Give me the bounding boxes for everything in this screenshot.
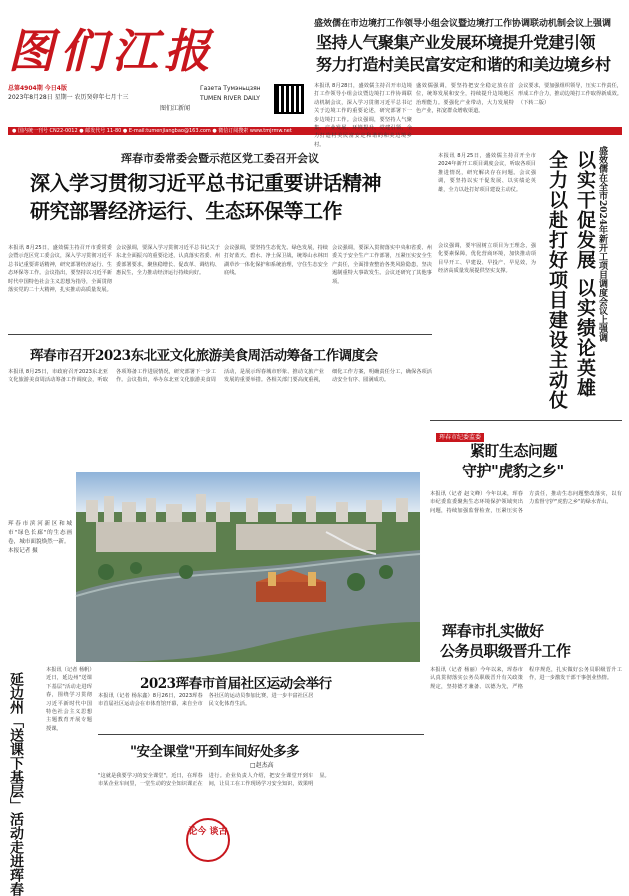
sports-headline: 2023珲春市首届社区运动会举行 xyxy=(140,676,332,692)
discipline-headline-1: 紧盯生态问题 xyxy=(470,442,558,460)
top-lead-headline-1: 坚持人气聚集产业发展环境提升党建引领 xyxy=(316,33,596,52)
civil-servant-headline-2: 公务员职级晋升工作 xyxy=(440,642,571,660)
divider xyxy=(8,334,432,335)
study-kicker: 珲春市委常委会暨示范区党工委召开会议 xyxy=(121,152,319,165)
city-aerial-photo-image xyxy=(76,472,420,662)
mongol-name: Газета Тумэньцзян xyxy=(200,85,261,92)
discipline-body: 本报讯（记者 赵文峰）今年以来，珲春市纪委监委聚焦生态环境保护领域突出问题，持续加强监督检查，压紧压实各方责任，推动生态问题整改落实，以有力监督守护"虎豹之乡"的绿水青山。 xyxy=(430,491,622,514)
safety-body: "这就是我要学习的安全课堂"，近日，在珲春市某企业车间里，一堂生动的安全知识课正在进行。企业负责人介绍，把安全课堂开到车间，让员工在工作现场学习安全知识，效果明显。 xyxy=(98,773,330,788)
top-lead-body-col1: 本报讯 8月28日，盛效儒主持召开市边境打工作领导小组会议暨边境打工作协调联动机制会议，深入学习贯彻习近平总书记关于边境工作的重要论述，研究部署下一步边境打工作。会议强调，要坚持人气聚集、产业发展、环境提升、党建引领，全力打造村美民富安定和谐的和美边境乡村。 xyxy=(314,83,412,148)
study-headline-1: 深入学习贯彻习近平总书记重要讲话精神 xyxy=(30,171,381,195)
divider xyxy=(430,420,622,421)
project-body-2: 会议强调，要牢固树立项目为王理念，强化要素保障，优化营商环境，加快推动项目早开工、早建设、早投产、早见效，为经济高质量发展提供坚实支撑。 xyxy=(438,243,536,275)
culture-meeting-body: 本报讯 8月25日，市政府召开2023东北亚文化旅游美食周活动筹备工作调度会，听取各项筹备工作进展情况，研究部署下一步工作。会议指出，举办东北亚文化旅游美食周活动，是展示珲春城市形象、推动文旅产业发展的重要举措。各相关部门要高度重视，细化工作方案，明确责任分工，确保各项活动安全有序、圆满成功。 xyxy=(8,369,432,384)
city-aerial-photo xyxy=(76,472,420,662)
safety-byline: □赵杰高 xyxy=(250,762,274,769)
safety-headline: "安全课堂"开到车间好处多多 xyxy=(130,744,300,760)
photo-caption xyxy=(8,520,72,610)
study-body-col2: 会议强调，要深入学习贯彻习近平总书记关于东北全面振兴的重要论述，认真落实省委、州委部署要求，聚焦稳增长、促改革、调结构、惠民生，全力推动经济运行持续向好。 xyxy=(116,245,220,277)
top-lead-body-col2: 盛效儒强调，要坚持把安全稳定放在首位，统筹发展和安全，持续提升边境地区治理能力。要强化产业带动，大力发展特色产业，拓宽群众增收渠道。 xyxy=(416,83,514,115)
study-body-col4: 会议强调，要深入贯彻落实中央和省委、州委关于安全生产工作部署，压紧压实安全生产责任，全面排查整治各类风险隐患，坚决遏制重特大事故发生。会议还研究了其他事项。 xyxy=(332,245,432,285)
project-kicker-vertical: 盛效儒在全市2024年新开工项目调度会议上强调 xyxy=(597,146,607,343)
issue-info xyxy=(8,84,158,102)
english-name: TUMEN RIVER DAILY xyxy=(200,95,260,102)
left-vertical-body: 本报讯（记者 杨帆）近日，延边州"送课下基层"活动走进珲春，围绕学习贯彻习近平新时代中国特色社会主义思想主题教育开展专题授课。 xyxy=(46,667,92,732)
top-lead-body-col3: 会议要求，要加强组织领导，压实工作责任，形成工作合力，推动边境打工作取得新成效。（下转二版） xyxy=(518,83,622,106)
study-body-col3: 会议强调，要坚持生态优先、绿色发展，持续打好蓝天、碧水、净土保卫战，统筹山水林田湖草沙一体化保护和系统治理，守住生态安全底线。 xyxy=(224,245,328,277)
civil-servant-body: 本报讯（记者 杨丽）今年以来，珲春市认真贯彻落实公务员职级晋升有关政策规定，坚持德才兼备、以德为先，严格程序规范，扎实做好公务员职级晋升工作，进一步激发干部干事创业热情。 xyxy=(430,667,622,690)
discipline-headline-2: 守护"虎豹之乡" xyxy=(462,462,564,480)
masthead-logo: 图们江报 xyxy=(8,24,216,78)
publication-info-bar: ● 国内统一刊号 CN22-0012 ● 邮发代号 11-80 ● E-mail:tumenjiangbao@163.com ● 微信订阅搜索 www.tmjrmw.net xyxy=(8,127,622,135)
study-body-col1: 本报讯 8月25日，盛效儒主持召开市委常委会暨示范区党工委会议，深入学习贯彻习近平总书记重要讲话精神，研究部署经济运行、生态环保等工作。会议指出，要坚持以习近平新时代中国特色社会主义思想为指导，全面贯彻落实党的二十大精神，扎实推动高质量发展。 xyxy=(8,245,112,294)
issue-date: 2023年8月28日 星期一 农历癸卯年七月十三 xyxy=(8,94,129,101)
sports-body: 本报讯（记者 杨东鑫）8月26日，2023珲春市首届社区运动会在市体育馆开幕，来自全市各社区的运动员参加比赛，进一步丰富社区居民文化体育生活。 xyxy=(98,693,314,708)
civil-servant-headline-1: 珲春市扎实做好 xyxy=(442,622,544,640)
photo-caption-text: 珲春市滨河新区和城市"绿色长廊"的生态画卷，城市面貌焕然一新。 xyxy=(8,521,72,545)
project-body-1: 本报讯 8月25日，盛效儒主持召开全市2024年新开工项目调度会议，听取各项目推进情况，研究解决存在问题。会议强调，要坚持以实干促发展、以实绩论英雄，全力以赴打好项目建设主动仗。 xyxy=(438,153,536,193)
culture-meeting-headline: 珲春市召开2023东北亚文化旅游美食周活动筹备工作调度会 xyxy=(30,348,378,364)
photo-credit: 本报记者 摄 xyxy=(8,548,38,554)
project-headline-2: 全力以赴打好项目建设主动仗 xyxy=(546,150,568,410)
issue-number: 总第4904期 今日4版 xyxy=(8,85,67,92)
top-lead-headline-2: 努力打造村美民富安定和谐的和美边境乡村 xyxy=(316,55,611,74)
project-headline-1: 以实干促发展 以实绩论英雄 xyxy=(574,150,596,398)
top-lead-kicker: 盛效儒在市边境打工作领导小组会议暨边境打工作协调联动机制会议上强调 xyxy=(314,19,612,29)
stamp-logo: 论今 谈古 xyxy=(186,818,230,862)
qr-code-icon xyxy=(274,84,304,114)
study-headline-2: 研究部署经济运行、生态环保等工作 xyxy=(30,199,342,223)
left-vertical-headline: 延边州「送课下基层」活动走进珲春 xyxy=(8,672,24,896)
divider xyxy=(98,734,424,735)
discipline-tag-label: 珲春市纪委监委 xyxy=(436,433,484,442)
paper-publisher: 图们江新闻 xyxy=(160,105,191,112)
